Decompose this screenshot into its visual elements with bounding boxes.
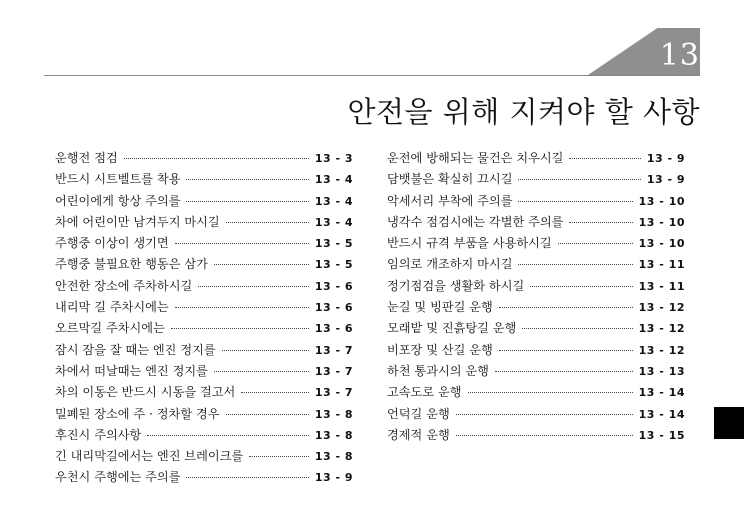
dot-leader bbox=[222, 350, 309, 351]
toc-entry-page: 13 - 8 bbox=[314, 450, 353, 464]
toc-entry[interactable] bbox=[55, 405, 353, 426]
toc-entry[interactable] bbox=[387, 149, 685, 170]
toc-entry-page: 13 - 4 bbox=[314, 194, 353, 208]
toc-entry-page: 13 - 5 bbox=[314, 237, 353, 251]
toc-entry-page: 13 - 15 bbox=[638, 428, 685, 442]
toc-entry-page: 13 - 9 bbox=[314, 471, 353, 485]
toc-entry-page: 13 - 6 bbox=[314, 322, 353, 336]
toc-entry-label: 반드시 규격 부품을 사용하시길 bbox=[387, 236, 552, 251]
toc-entry-label: 우천시 주행에는 주의를 bbox=[55, 470, 181, 485]
toc-entry-page: 13 - 12 bbox=[638, 322, 685, 336]
toc-entry-page: 13 - 4 bbox=[314, 173, 353, 187]
header-rule bbox=[44, 75, 700, 76]
dot-leader bbox=[518, 264, 632, 265]
toc-entry-label: 경제적 운행 bbox=[387, 427, 450, 442]
toc-entry-label: 안전한 장소에 주차하시길 bbox=[55, 278, 193, 293]
toc-entry[interactable] bbox=[387, 234, 685, 255]
toc-entry-label: 언덕길 운행 bbox=[387, 406, 450, 421]
toc-entry-label: 잠시 잠을 잘 때는 엔진 정지를 bbox=[55, 342, 216, 357]
toc-entry-label: 차에서 떠날때는 엔진 정지를 bbox=[55, 363, 208, 378]
toc-entry-label: 후진시 주의사항 bbox=[55, 427, 142, 442]
dot-leader bbox=[226, 222, 309, 223]
toc-entry[interactable] bbox=[55, 319, 353, 340]
toc-entry-page: 13 - 6 bbox=[314, 301, 353, 315]
toc-entry-label: 악세서리 부착에 주의를 bbox=[387, 193, 513, 208]
toc-entry-label: 비포장 및 산길 운행 bbox=[387, 342, 493, 357]
toc-entry-page: 13 - 7 bbox=[314, 364, 353, 378]
toc-entry[interactable] bbox=[55, 447, 353, 468]
toc-entry-page: 13 - 14 bbox=[638, 386, 685, 400]
toc-entry[interactable] bbox=[55, 277, 353, 298]
dot-leader bbox=[468, 392, 633, 393]
toc-entry-label: 차에 어린이만 남겨두지 마시길 bbox=[55, 214, 220, 229]
toc-entry[interactable] bbox=[55, 426, 353, 447]
dot-leader bbox=[175, 243, 309, 244]
toc-right-column bbox=[387, 149, 685, 447]
toc-entry-page: 13 - 12 bbox=[638, 343, 685, 357]
toc-entry-label: 오르막길 주차시에는 bbox=[55, 321, 165, 336]
toc-entry-page: 13 - 5 bbox=[314, 258, 353, 272]
toc-entry-label: 모래밭 및 진흙탕길 운행 bbox=[387, 321, 517, 336]
toc-entry-label: 담뱃불은 확실히 끄시길 bbox=[387, 172, 513, 187]
toc-entry-label: 내리막 길 주차시에는 bbox=[55, 300, 169, 315]
toc-entry-page: 13 - 4 bbox=[314, 215, 353, 229]
toc-entry[interactable] bbox=[387, 277, 685, 298]
dot-leader bbox=[495, 371, 633, 372]
toc-entry-page: 13 - 10 bbox=[638, 215, 685, 229]
toc-entry[interactable] bbox=[55, 383, 353, 404]
toc-entry-page: 13 - 7 bbox=[314, 343, 353, 357]
dot-leader bbox=[456, 414, 633, 415]
toc-entry-label: 주행중 이상이 생기면 bbox=[55, 236, 169, 251]
toc-entry[interactable] bbox=[55, 362, 353, 383]
toc-entry-page: 13 - 6 bbox=[314, 279, 353, 293]
toc-entry-label: 긴 내리막길에서는 엔진 브레이크를 bbox=[55, 449, 244, 464]
dot-leader bbox=[456, 435, 633, 436]
toc-entry[interactable] bbox=[387, 213, 685, 234]
toc-entry[interactable] bbox=[55, 255, 353, 276]
toc-entry-page: 13 - 8 bbox=[314, 407, 353, 421]
toc-entry[interactable] bbox=[387, 405, 685, 426]
toc-entry-page: 13 - 8 bbox=[314, 428, 353, 442]
toc-entry-label: 운전에 방해되는 물건은 치우시길 bbox=[387, 151, 564, 165]
dot-leader bbox=[226, 414, 309, 415]
dot-leader bbox=[530, 286, 632, 287]
toc-entry-page: 13 - 9 bbox=[646, 173, 685, 187]
toc-entry[interactable] bbox=[55, 213, 353, 234]
toc-entry-label: 임의로 개조하지 마시길 bbox=[387, 257, 513, 272]
side-thumb-tab bbox=[714, 407, 744, 439]
toc-entry[interactable] bbox=[387, 426, 685, 447]
dot-leader bbox=[186, 477, 308, 478]
toc-entry-label: 하천 통과시의 운행 bbox=[387, 363, 489, 378]
toc-entry[interactable] bbox=[387, 383, 685, 404]
toc-entry-label: 차의 이동은 반드시 시동을 걸고서 bbox=[55, 385, 236, 400]
toc-entry[interactable] bbox=[55, 234, 353, 255]
toc-entry[interactable] bbox=[387, 255, 685, 276]
dot-leader bbox=[518, 201, 632, 202]
toc-entry[interactable] bbox=[55, 298, 353, 319]
toc-entry-label: 밀폐된 장소에 주 · 정차할 경우 bbox=[55, 406, 220, 421]
toc-entry-page: 13 - 13 bbox=[638, 364, 685, 378]
chapter-number: 13 bbox=[659, 38, 700, 73]
dot-leader bbox=[214, 371, 309, 372]
dot-leader bbox=[147, 435, 309, 436]
toc-entry-page: 13 - 10 bbox=[638, 194, 685, 208]
dot-leader bbox=[214, 264, 309, 265]
toc-entry-page: 13 - 12 bbox=[638, 301, 685, 315]
dot-leader bbox=[198, 286, 309, 287]
toc-entry-page: 13 - 7 bbox=[314, 386, 353, 400]
dot-leader bbox=[241, 392, 308, 393]
dot-leader bbox=[186, 201, 308, 202]
dot-leader bbox=[518, 179, 640, 180]
toc-entry[interactable] bbox=[387, 298, 685, 319]
dot-leader bbox=[569, 222, 632, 223]
toc-entry-page: 13 - 9 bbox=[646, 152, 685, 165]
dot-leader bbox=[522, 328, 632, 329]
toc-entry[interactable] bbox=[387, 319, 685, 340]
toc-entry-page: 13 - 3 bbox=[314, 152, 353, 165]
toc-entry[interactable] bbox=[55, 341, 353, 362]
toc-entry[interactable] bbox=[387, 362, 685, 383]
toc-entry[interactable] bbox=[387, 170, 685, 191]
toc-entry[interactable] bbox=[387, 341, 685, 362]
toc-entry[interactable] bbox=[55, 192, 353, 213]
toc-entry-page: 13 - 11 bbox=[638, 279, 685, 293]
toc-entry[interactable] bbox=[55, 149, 353, 170]
toc-entry[interactable] bbox=[55, 468, 353, 489]
dot-leader bbox=[558, 243, 633, 244]
toc-entry-page: 13 - 11 bbox=[638, 258, 685, 272]
toc-entry-label: 냉각수 점검시에는 각별한 주의를 bbox=[387, 214, 564, 229]
toc-entry-label: 정기점검을 생활화 하시길 bbox=[387, 278, 525, 293]
toc-entry-label: 고속도로 운행 bbox=[387, 385, 462, 400]
dot-leader bbox=[124, 158, 309, 159]
dot-leader bbox=[499, 307, 633, 308]
toc-entry-page: 13 - 14 bbox=[638, 407, 685, 421]
dot-leader bbox=[249, 456, 309, 457]
dot-leader bbox=[499, 350, 633, 351]
toc-entry-label: 주행중 불필요한 행동은 삼가 bbox=[55, 257, 208, 272]
toc-entry-label: 눈길 및 빙판길 운행 bbox=[387, 300, 493, 315]
dot-leader bbox=[175, 307, 309, 308]
toc-entry[interactable] bbox=[55, 170, 353, 191]
toc-left-column bbox=[55, 149, 353, 490]
dot-leader bbox=[569, 158, 640, 159]
toc-entry-label: 반드시 시트벨트를 착용 bbox=[55, 172, 181, 187]
dot-leader bbox=[186, 179, 308, 180]
toc-entry-label: 어린이에게 항상 주의를 bbox=[55, 193, 181, 208]
toc-entry-label: 운행전 점검 bbox=[55, 151, 118, 165]
page-title: 안전을 위해 지켜야 할 사항 bbox=[347, 95, 700, 129]
dot-leader bbox=[171, 328, 309, 329]
toc-entry[interactable] bbox=[387, 192, 685, 213]
toc-entry-page: 13 - 10 bbox=[638, 237, 685, 251]
